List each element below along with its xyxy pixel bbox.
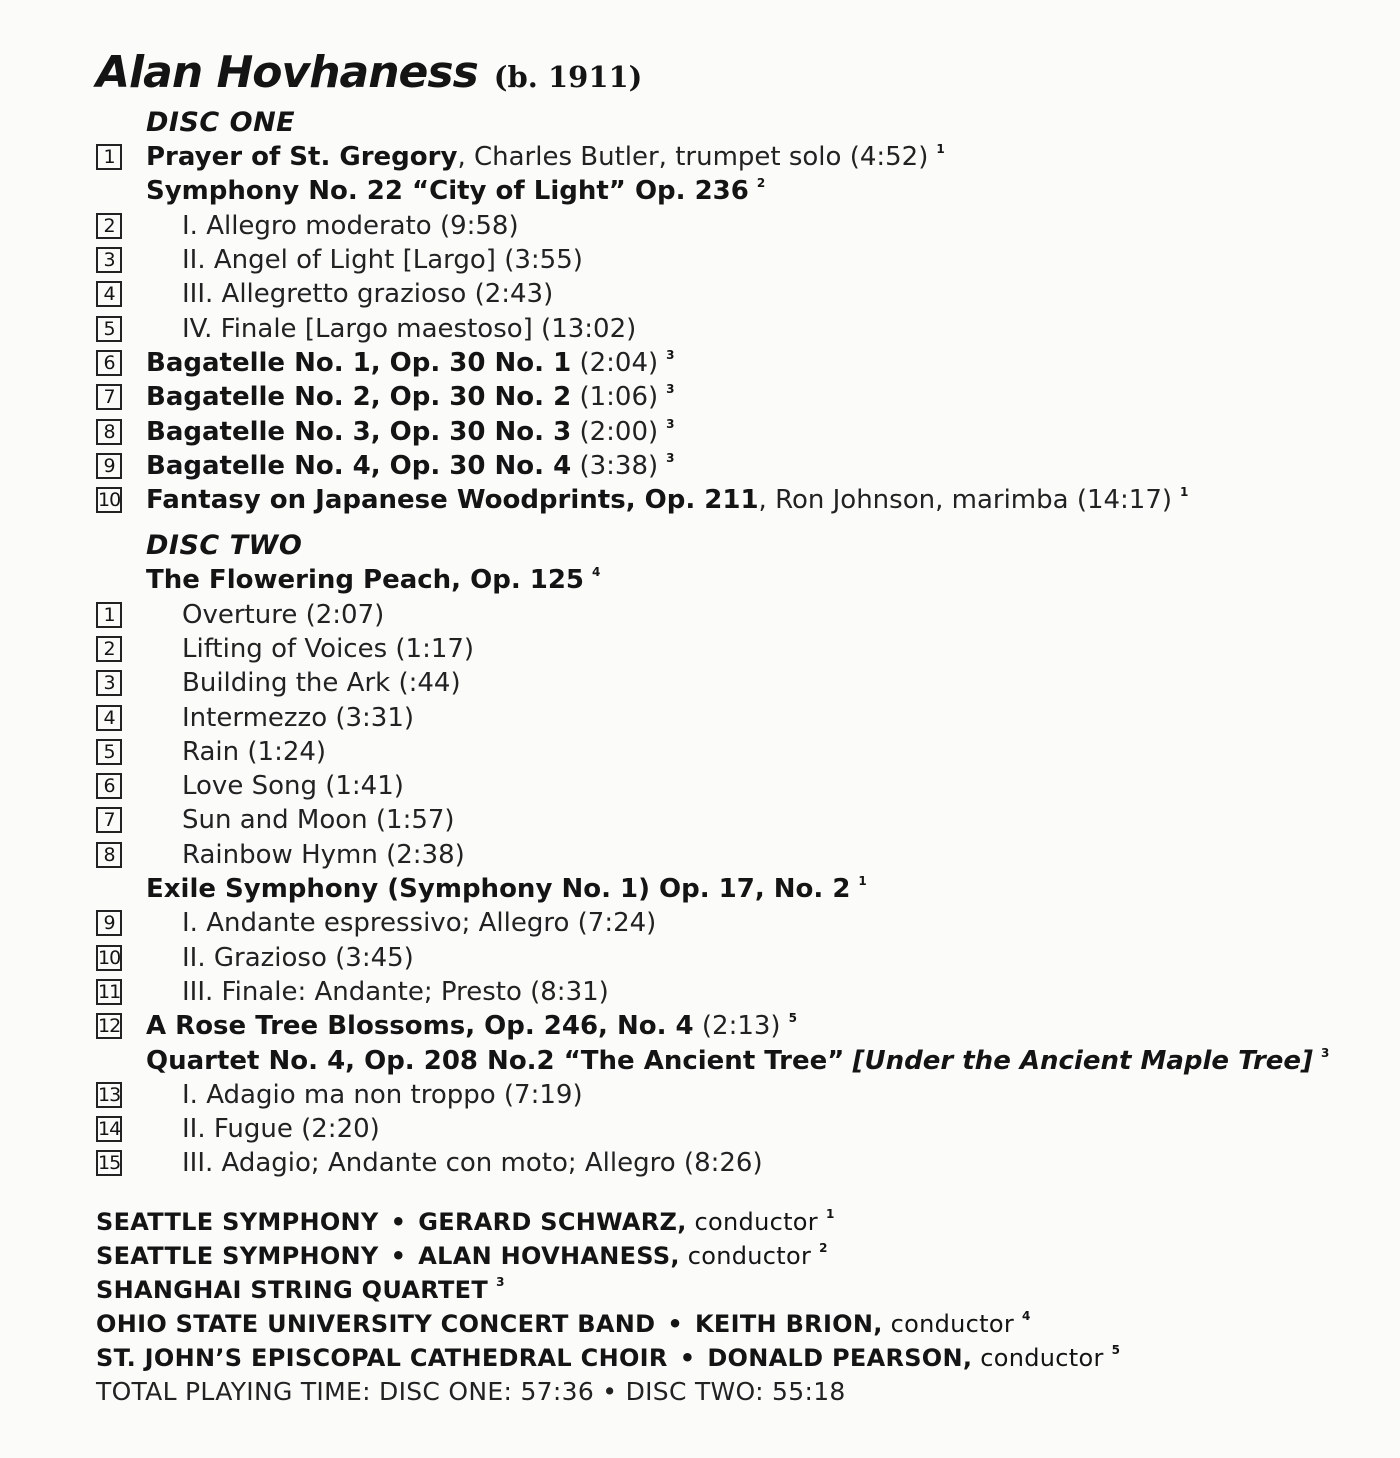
- footnote-marker: 3: [666, 347, 675, 362]
- movement-title: II. Grazioso (3:45): [182, 942, 414, 973]
- footnote-marker: 4: [592, 565, 601, 580]
- movement-title: II. Angel of Light [Largo] (3:55): [182, 245, 583, 276]
- track-number-box: 8: [96, 419, 122, 445]
- movement-title: Rain (1:24): [182, 736, 327, 767]
- composer-heading: [96, 40, 1386, 106]
- work-title: Quartet No. 4, Op. 208 No.2 “The Ancient Tree”: [146, 1045, 845, 1076]
- conductor-role: conductor: [679, 1241, 812, 1270]
- track-number-box: 9: [96, 453, 122, 479]
- movement-title: Rainbow Hymn (2:38): [182, 839, 465, 870]
- footnote-marker: 3: [666, 450, 675, 465]
- conductor-name: DONALD PEARSON,: [707, 1344, 973, 1373]
- track-number-box: 14: [98, 1118, 121, 1141]
- disc-two-heading: DISC TWO: [146, 530, 303, 562]
- track-number-box: 3: [96, 670, 122, 696]
- movement-title: IV. Finale [Largo maestoso] (13:02): [182, 313, 637, 344]
- movement-title: III. Finale: Andante; Presto (8:31): [182, 976, 609, 1007]
- track-number-box: 13: [98, 1083, 121, 1106]
- work-title: A Rose Tree Blossoms, Op. 246, No. 4: [146, 1011, 694, 1042]
- movement-title: Love Song (1:41): [182, 771, 404, 802]
- movement-title: I. Allegro moderato (9:58): [182, 210, 519, 241]
- footnote-marker: 3: [666, 382, 675, 397]
- movement-row: [96, 1112, 1386, 1146]
- movement-title: Sun and Moon (1:57): [182, 805, 455, 836]
- footnote-marker: 1: [858, 874, 867, 889]
- movement-title: II. Fugue (2:20): [182, 1114, 380, 1145]
- movement-title: Building the Ark (:44): [182, 668, 461, 699]
- conductor-role: conductor: [686, 1207, 818, 1236]
- track-number-box: 7: [96, 384, 122, 410]
- movement-row: [96, 838, 1386, 872]
- track-number-box: [96, 1048, 122, 1074]
- work-title: The Flowering Peach, Op. 125: [146, 565, 585, 596]
- footnote-marker: 5: [788, 1011, 797, 1026]
- track-number-box: 1: [96, 602, 122, 628]
- movement-row: [96, 941, 1386, 975]
- liner-notes-page: [96, 40, 1386, 1412]
- work-title: Symphony No. 22 “City of Light” Op. 236: [146, 176, 749, 207]
- track-details: (2:00): [571, 416, 659, 447]
- footnote-marker: 3: [666, 416, 675, 431]
- track-text: [146, 874, 867, 904]
- credit-line: [96, 1333, 1386, 1373]
- footnote-marker: 3: [496, 1274, 505, 1289]
- track-row: [96, 872, 1386, 906]
- track-number-box: [96, 178, 122, 204]
- footnote-marker: 2: [819, 1240, 828, 1255]
- footnote-marker: 2: [756, 176, 766, 191]
- footnote-marker: 1: [1180, 485, 1189, 500]
- track-details: , Charles Butler, trumpet solo (4:52): [457, 142, 929, 173]
- track-number-box: 7: [96, 807, 122, 833]
- track-number-box: 2: [96, 636, 122, 662]
- bullet-separator: •: [667, 1310, 684, 1339]
- track-number-box: 10: [98, 946, 121, 969]
- movement-title: I. Andante espressivo; Allegro (7:24): [182, 908, 657, 939]
- work-subtitle: [Under the Ancient Maple Tree]: [852, 1045, 1313, 1076]
- movement-row: [96, 1146, 1386, 1180]
- movement-row: [96, 632, 1386, 666]
- movement-title: Overture (2:07): [182, 599, 385, 630]
- track-details: (1:06): [571, 382, 659, 413]
- disc-one-heading: DISC ONE: [146, 107, 296, 138]
- track-text: [146, 565, 600, 595]
- movement-row: [96, 277, 1386, 311]
- track-text: [146, 142, 945, 172]
- movement-row: [96, 598, 1386, 632]
- track-details: (3:38): [571, 450, 659, 481]
- track-number-box: 12: [98, 1015, 121, 1038]
- work-title: Fantasy on Japanese Woodprints, Op. 211: [146, 485, 759, 516]
- track-row: [96, 140, 1386, 174]
- conductor-name: GERARD SCHWARZ,: [418, 1207, 687, 1236]
- track-row: [96, 414, 1386, 448]
- conductor-name: KEITH BRION,: [695, 1310, 883, 1339]
- track-number-box: 11: [98, 980, 121, 1003]
- movement-row: [96, 666, 1386, 700]
- movement-row: [96, 906, 1386, 940]
- ensemble-name: OHIO STATE UNIVERSITY CONCERT BAND: [96, 1310, 656, 1339]
- track-number-box: [96, 567, 122, 593]
- work-title: Exile Symphony (Symphony No. 1) Op. 17, No. 2: [146, 874, 851, 905]
- movement-title: Lifting of Voices (1:17): [182, 634, 475, 664]
- credit-line: [96, 1265, 1386, 1304]
- credit-line: [96, 1299, 1386, 1339]
- track-number-box: 2: [96, 213, 122, 239]
- disc-two-tracklist: [96, 563, 1386, 1180]
- track-number-box: 5: [96, 739, 122, 765]
- track-number-box: 5: [96, 316, 122, 342]
- work-title: Bagatelle No. 3, Op. 30 No. 3: [146, 416, 572, 447]
- movement-row: [96, 769, 1386, 803]
- footnote-marker: 5: [1111, 1343, 1121, 1358]
- work-title: Prayer of St. Gregory: [146, 142, 458, 173]
- movement-row: [96, 243, 1386, 277]
- track-number-box: 9: [96, 910, 122, 936]
- movement-title: Intermezzo (3:31): [182, 702, 415, 733]
- footnote-marker: 4: [1022, 1309, 1031, 1324]
- work-title: Bagatelle No. 2, Op. 30 No. 2: [146, 382, 572, 413]
- work-title: Bagatelle No. 4, Op. 30 No. 4: [146, 450, 572, 481]
- track-text: [146, 382, 674, 412]
- track-row: [96, 346, 1386, 380]
- track-row: [96, 483, 1386, 517]
- movement-row: [96, 1078, 1386, 1112]
- track-number-box: 15: [98, 1152, 121, 1175]
- conductor-role: conductor: [882, 1310, 1015, 1339]
- total-playing-time: TOTAL PLAYING TIME: DISC ONE: 57:36 • DISC TWO: 55:18: [96, 1376, 846, 1406]
- track-row: [96, 1043, 1386, 1077]
- composer-name: Alan Hovhaness: [96, 47, 478, 98]
- track-text: [146, 417, 674, 447]
- movement-row: [96, 975, 1386, 1009]
- track-text: [146, 176, 765, 206]
- track-number-box: 4: [96, 281, 122, 307]
- track-row: [96, 174, 1386, 208]
- credit-line: [96, 1197, 1386, 1236]
- track-row: [96, 380, 1386, 414]
- track-number-box: 6: [96, 773, 122, 799]
- movement-row: [96, 209, 1386, 243]
- bullet-separator: •: [390, 1241, 407, 1270]
- ensemble-name: SEATTLE SYMPHONY: [96, 1207, 379, 1236]
- ensemble-name: SHANGHAI STRING QUARTET: [96, 1275, 489, 1304]
- track-details: (2:04): [571, 347, 659, 378]
- track-text: [146, 485, 1188, 515]
- track-text: [146, 1011, 797, 1041]
- track-number-box: 10: [98, 489, 121, 512]
- track-details: , Ron Johnson, marimba (14:17): [758, 485, 1173, 516]
- work-title: Bagatelle No. 1, Op. 30 No. 1: [146, 347, 572, 378]
- movement-row: [96, 803, 1386, 837]
- footnote-marker: 3: [1320, 1045, 1330, 1060]
- bullet-separator: •: [679, 1344, 696, 1373]
- movement-row: [96, 735, 1386, 769]
- movement-title: III. Adagio; Andante con moto; Allegro (8:26): [182, 1148, 763, 1179]
- track-row: [96, 563, 1386, 597]
- conductor-name: ALAN HOVHANESS,: [418, 1241, 680, 1270]
- track-text: [146, 451, 674, 481]
- performer-credits: [96, 1197, 1386, 1373]
- composer-dates: (b. 1911): [493, 60, 643, 94]
- track-text: [146, 1046, 1329, 1076]
- track-details: (2:13): [693, 1011, 781, 1042]
- conductor-role: conductor: [972, 1344, 1104, 1373]
- disc-one-tracklist: [96, 140, 1386, 517]
- credit-line: [96, 1231, 1386, 1270]
- track-number-box: [96, 876, 122, 902]
- track-number-box: 8: [96, 842, 122, 868]
- track-number-box: 1: [96, 144, 122, 170]
- track-row: [96, 449, 1386, 483]
- bullet-separator: •: [390, 1207, 407, 1236]
- movement-title: I. Adagio ma non troppo (7:19): [182, 1079, 583, 1110]
- track-number-box: 3: [96, 247, 122, 273]
- track-text: [146, 348, 674, 378]
- movement-title: III. Allegretto grazioso (2:43): [182, 279, 554, 310]
- movement-row: [96, 700, 1386, 734]
- track-number-box: 4: [96, 705, 122, 731]
- footnote-marker: 1: [936, 142, 945, 157]
- ensemble-name: SEATTLE SYMPHONY: [96, 1241, 379, 1270]
- track-number-box: 6: [96, 350, 122, 376]
- footnote-marker: 1: [825, 1206, 835, 1221]
- movement-row: [96, 311, 1386, 345]
- ensemble-name: ST. JOHN’S EPISCOPAL CATHEDRAL CHOIR: [96, 1344, 668, 1373]
- track-row: [96, 1009, 1386, 1043]
